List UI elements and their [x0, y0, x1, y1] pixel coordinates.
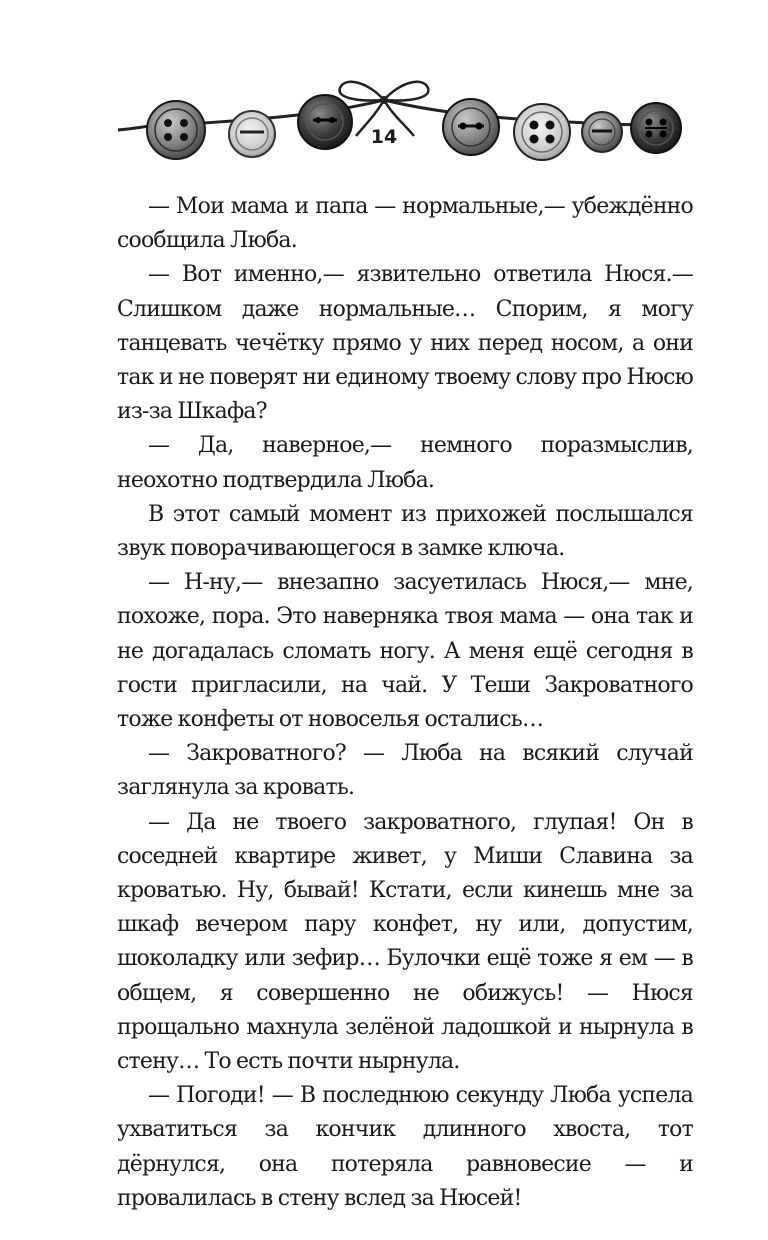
paragraph: — Да, наверное,— немного поразмыслив, неохотно подтвердила Люба.	[117, 433, 693, 493]
paragraph: — Погоди! — В последнюю секунду Люба успела ухватиться за кончик длинного хвоста, тот дёрнулся, она потеряла равновесие — и провалилась в стену вслед за Нюсей!	[117, 1083, 693, 1211]
paragraph: — Вот именно,— язвительно ответила Нюся.— Слишком даже нормальные… Спорим, я могу танцевать чечётку прямо у них перед носом, а они так и не поверят ни единому твоему слову про Нюсю из-за Шкафа?	[117, 262, 693, 425]
page-header	[0, 60, 768, 190]
buttons-decoration	[0, 60, 768, 190]
button-icon	[514, 104, 570, 160]
button-icon	[298, 95, 352, 149]
page-number: 14	[370, 126, 398, 148]
button-icon	[229, 111, 275, 157]
paragraph: — Закроватного? — Люба на всякий случай заглянула за кровать.	[117, 741, 693, 801]
body-text	[117, 190, 693, 1216]
button-icon	[582, 112, 622, 152]
paragraph: В этот самый момент из прихожей послышался звук поворачивающегося в замке ключа.	[117, 501, 693, 562]
button-icon	[631, 103, 681, 153]
paragraph: — Да не твоего закроватного, глупая! Он в соседней квартире живет, у Миши Славина за кроватью. Ну, бывай! Кстати, если кинешь мне за шкаф вечером пару конфет, ну или, допустим, шоколадку или зефир… Булочки ещё тоже я ем — в общем, я совершенно не обижусь! — Нюся прощально махнула зелёной ладошкой и нырнула в стену… То есть почти нырнула.	[117, 809, 693, 1075]
button-icon	[147, 101, 205, 159]
paragraph: — Н-ну,— внезапно засуетилась Нюся,— мне, похоже, пора. Это наверняка твоя мама — она так и не догадалась сломать ногу. А меня ещё сегодня в гости пригласили, на чай. У Теши Закроватного тоже конфеты от новоселья остались…	[117, 570, 693, 733]
paragraph: — Мои мама и папа — нормальные,— убеждённо сообщила Люба.	[117, 194, 693, 254]
button-icon	[443, 99, 499, 155]
